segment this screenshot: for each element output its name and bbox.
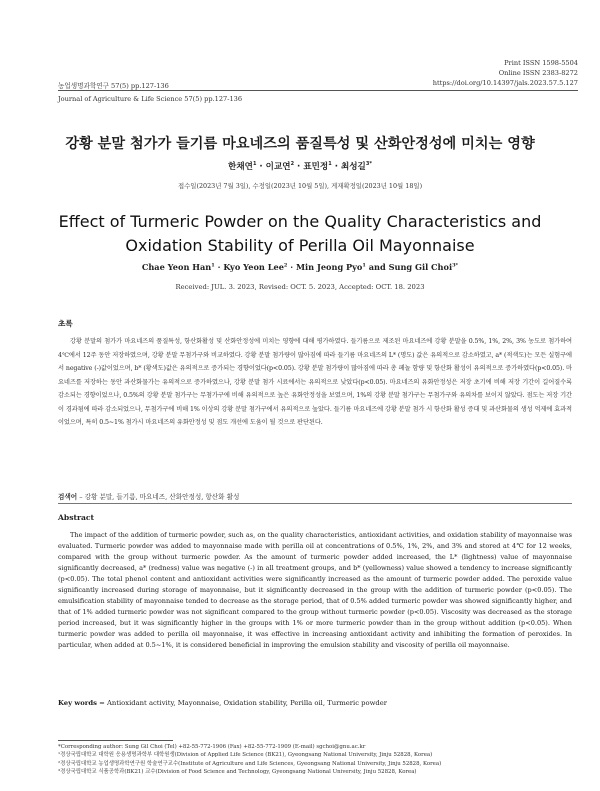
keywords-en-label: Key words — [58, 699, 97, 707]
keywords-english: Key words = Antioxidant activity, Mayonnaise, Oxidation stability, Perilla oil, Turmeric powder — [58, 699, 388, 707]
title-english-line2: Oxidation Stability of Perilla Oil Mayonnaise — [125, 236, 475, 255]
issn-block — [433, 58, 578, 88]
keywords-ko-list: 강황 분말, 들기름, 마요네즈, 산화안정성, 항산화 활성 — [84, 493, 240, 501]
author-affil: 3* — [452, 262, 459, 269]
keywords-korean: 검색어 – 강황 분말, 들기름, 마요네즈, 산화안정성, 항산화 활성 — [58, 493, 240, 501]
author-affil: 1 — [362, 262, 366, 269]
footnote-affil-2: ²경상국립대학교 농업생명과학연구원 학술연구교수(Institute of Agriculture and Life Sciences, Gyeongsang National University, Jinju 52828, Korea) — [58, 760, 442, 767]
dates-english: Received: JUL. 3. 2023, Revised: OCT. 5. 2023, Accepted: OCT. 18. 2023 — [175, 283, 425, 291]
citation-ko: 농업생명과학연구 57(5) pp.127-136 — [58, 82, 169, 90]
author-affil: 2 — [290, 161, 295, 168]
keywords-ko-label: 검색어 — [58, 493, 78, 501]
citation-en: Journal of Agriculture & Life Science 57(5) pp.127-136 — [58, 95, 243, 103]
authors-korean: 한채연$^1$ · 이교연$^2$ · 표민정$^1$ · 최성길$^{3*}$ — [228, 161, 372, 172]
footnote-rule — [58, 740, 173, 741]
dates-korean: 접수일(2023년 7월 3일), 수정일(2023년 10월 5일), 게재확정일(2023년 10월 18일) — [177, 182, 423, 190]
print-issn: Print ISSN 1598-5504 — [504, 59, 578, 67]
keywords-en-list: Antioxidant activity, Mayonnaise, Oxidation stability, Perilla oil, Turmeric powder — [106, 699, 388, 707]
footnote-affil-3: ³경상국립대학교 식품공학과(BK21) 교수(Division of Food Science and Technology, Gyeongsang National University, Jinju 52828, Korea) — [58, 768, 417, 775]
title-korean: 강황 분말 첨가가 들기름 마요네즈의 품질특성 및 산화안정성에 미치는 영향 — [65, 136, 535, 152]
author-affil: 3* — [365, 161, 372, 168]
author-affil: 1 — [211, 262, 215, 269]
author-name: Chae Yeon Han — [141, 262, 212, 272]
abstract-ko-heading: 초록 — [58, 319, 73, 328]
abstract-english: The impact of the addition of turmeric powder, such as, on the quality characteristics, antioxidant activities, and oxidation stability of mayonnaise was evaluated. Turmeric powder was added to mayonnaise made with perilla oil at concentrations of 0.5%, 1%, 2%, and 3% and stored at 4℃ for 12 weeks, compared with the group without turmeric powder. As the amount of turmeric powder added increased, the L* (lightness) value of mayonnaise significantly decreased, a* (redness) value was negative (-) in all treatment groups, and b* (yellowness) value showed a tendency to increase significantly (p<0.05). The total phenol content and antioxidant activities were significantly increased as the amount of turmeric powder added. The peroxide value significantly increased during storage of mayonnaise, but it significantly decreased in the group with the addition of turmeric powder (p<0.05). The emulsification stability of mayonnaise tended to decrease as the storage period, that of 0.5% added turmeric powder was showed significantly higher, and that of 1% added turmeric powder was not significant compared to the group without turmeric powder (p<0.05). Viscosity was decreased as the storage period increased, but it was significantly higher in the groups with 1% or more turmeric powder than in the group without addition (p<0.05). When turmeric powder was added to perilla oil mayonnaise, it was effective in increasing antioxidant activity and inhibiting the formation of peroxides. In particular, when added at 0.5~1%, it is considered beneficial in improving the emulsion stability and viscosity of perilla oil mayonnaise. — [58, 531, 572, 649]
header-divider — [58, 90, 578, 91]
author-name: 이교연 — [265, 162, 291, 172]
footnotes — [58, 743, 578, 776]
title-english-line1: Effect of Turmeric Powder on the Quality Characteristics and — [58, 212, 542, 231]
abstract-en-heading: Abstract — [58, 513, 95, 522]
author-name: Min Jeong Pyo — [295, 262, 363, 272]
author-name: 한채연 — [228, 162, 253, 172]
author-name: 최성길 — [340, 162, 366, 172]
footnote-affil-1: ¹경상국립대학교 대학원 응용생명과학부 대학원생(Division of Applied Life Science (BK21), Gyeongsang National University, Jinju 52828, Korea) — [58, 752, 433, 759]
author-affil: 1 — [328, 161, 332, 168]
online-issn: Online ISSN 2383-8272 — [498, 69, 578, 77]
author-affil: 2 — [283, 262, 288, 269]
author-name: Sung Gil Choi — [388, 262, 453, 272]
footnote-corresponding: *Corresponding author: Sung Gil Choi (Tel) +82-55-772-1906 (Fax) +82-55-772-1909 (E-mail) sgchoi@gnu.ac.kr — [58, 744, 366, 750]
author-name: Kyo Yeon Lee — [223, 262, 284, 272]
authors-english: Chae Yeon Han$^1$ · Kyo Yeon Lee$^2$ · Min Jeong Pyo$^1$ and Sung Gil Choi$^{3*}$ — [141, 262, 459, 272]
abstract-korean: 강황 분말의 첨가가 마요네즈의 품질특성, 항산화활성 및 산화안정성에 미치는 영향에 대해 평가하였다. 들기름으로 제조된 마요네즈에 강황 분말을 0.5%, 1%, 2%, 3% 농도로 첨가하여 4℃에서 12주 동안 저장하였으며, 강황 분말 무첨가구와 비교하였다. 강황 분말 첨가량이 많아짐에 따라 들기름 마요네즈의 L* (명도) 값은 유의적으로 감소하였고, a* (적색도)는 모든 실험구에서 negative (-)값이었으며, b* (황색도)값은 유의적으로 증가되는 경향이었다(p<0.05). 강황 분말 첨가량이 많아짐에 따라 총 페놀 함량 및 항산화 활성이 유의적으로 증가하였다(p<0.05). 마요네즈를 저장하는 동안 과산화물가는 유의적으로 증가하였으나, 강황 분말 첨가 시료에서는 유의적으로 낮았다(p<0.05). 마요네즈의 유화안정성은 저장 초기에 비해 저장 기간이 길어질수록 감소되는 경향이었으나, 0.5%의 강황 분말 첨가구는 무첨가구에 비해 유의적으로 높은 유화안정성을 보였으며, 1%의 강황 분말 첨가구는 무첨가구와 유의차를 보이지 않았다. 점도는 저장 기간이 경과됨에 따라 감소되었으나, 무첨가구에 비해 1% 이상의 강황 분말 첨가구에서 유의적으로 높았다. 들기름 마요네즈에 강황 분말 첨가 시 항산화 활성 증대 및 과산화물의 생성 억제에 효과적이었으며, 특히 0.5~1% 첨가시 마요네즈의 유화안정성 및 점도 개선에 도움이 될 것으로 판단된다. — [58, 338, 572, 426]
author-name: 표민정 — [303, 162, 329, 172]
section-divider — [58, 503, 572, 504]
title-english — [0, 210, 600, 258]
author-affil: 1 — [252, 161, 257, 168]
doi-link[interactable]: https://doi.org/10.14397/jals.2023.57.5.127 — [432, 79, 578, 87]
